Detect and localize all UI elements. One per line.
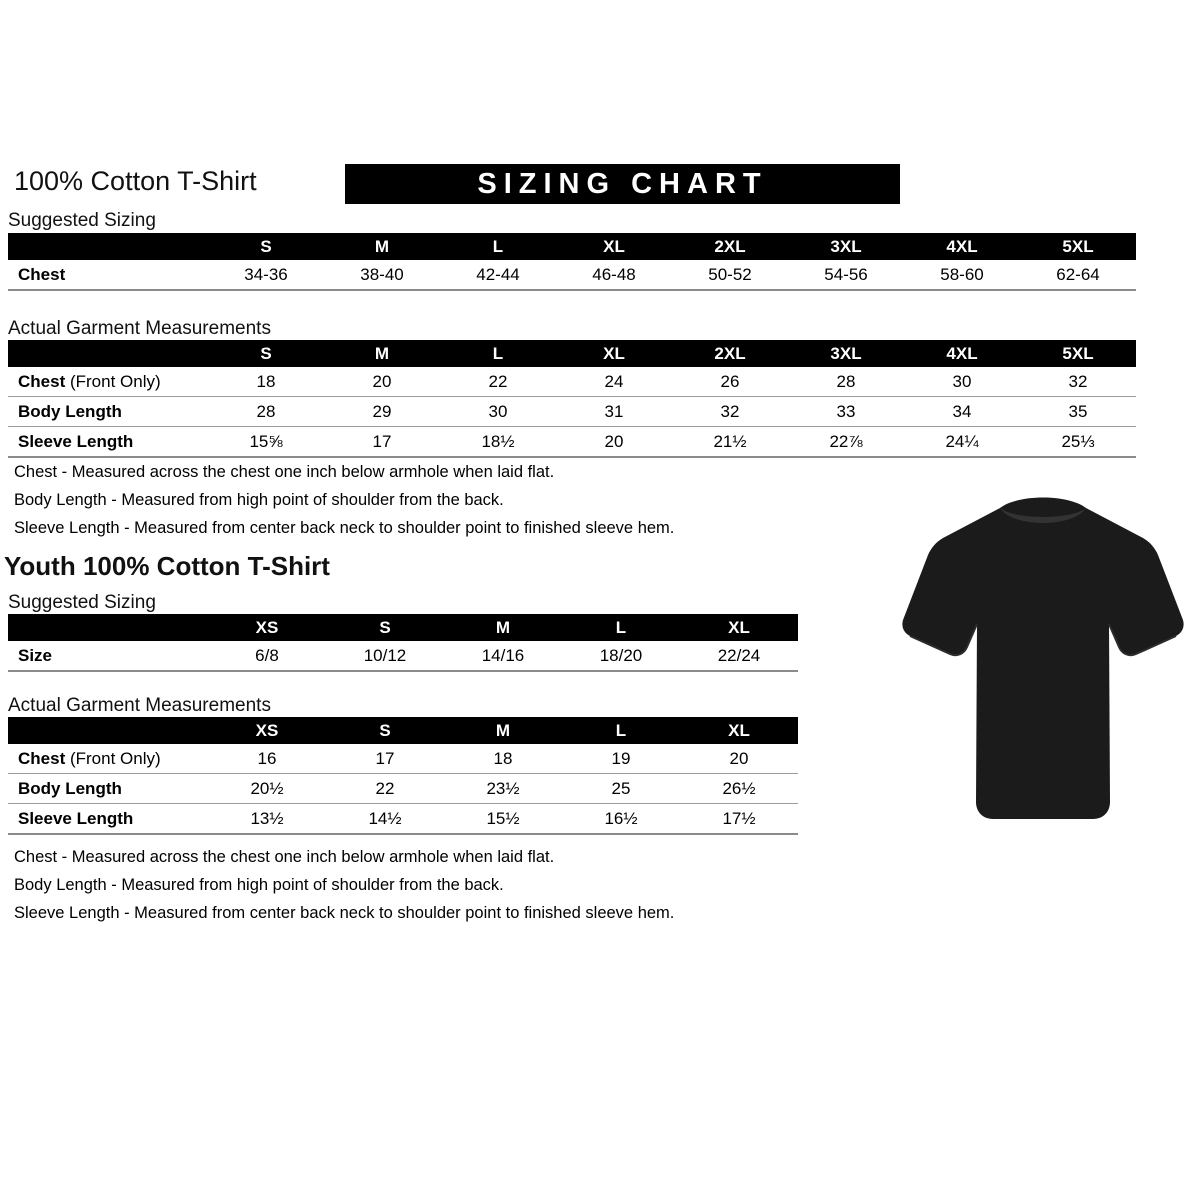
size-cell: 23½ — [444, 774, 562, 804]
size-cell: 30 — [440, 397, 556, 427]
column-header: M — [324, 340, 440, 367]
size-cell: 54-56 — [788, 260, 904, 290]
size-cell: 25 — [562, 774, 680, 804]
row-label-text: Size — [18, 645, 53, 665]
size-cell: 17 — [326, 744, 444, 774]
size-cell: 18/20 — [562, 641, 680, 671]
youth-notes — [14, 843, 674, 927]
size-cell: 31 — [556, 397, 672, 427]
column-header: L — [562, 717, 680, 744]
size-cell: 34-36 — [208, 260, 324, 290]
size-cell: 15⅝ — [208, 427, 324, 458]
size-cell: 10/12 — [326, 641, 444, 671]
table-header-row — [8, 717, 798, 744]
size-cell: 16 — [208, 744, 326, 774]
column-header: XL — [680, 717, 798, 744]
youth-suggested-table — [8, 614, 798, 672]
size-cell: 20 — [556, 427, 672, 458]
column-header: M — [324, 233, 440, 260]
size-cell: 22 — [326, 774, 444, 804]
column-header-blank — [8, 717, 208, 744]
row-label-text: Chest — [18, 748, 66, 768]
sizing-chart-banner: SIZING CHART — [345, 164, 900, 204]
column-header: M — [444, 717, 562, 744]
size-cell: 17 — [324, 427, 440, 458]
column-header: L — [562, 614, 680, 641]
size-cell: 21½ — [672, 427, 788, 458]
size-cell: 30 — [904, 367, 1020, 397]
size-cell: 22/24 — [680, 641, 798, 671]
table-row — [8, 260, 1136, 290]
size-cell: 50-52 — [672, 260, 788, 290]
column-header-blank — [8, 233, 208, 260]
size-cell: 26 — [672, 367, 788, 397]
size-cell: 20½ — [208, 774, 326, 804]
adult-suggested-table — [8, 233, 1136, 291]
row-label-suffix: (Front Only) — [65, 371, 161, 391]
row-label-text: Sleeve Length — [18, 808, 134, 828]
column-header-blank — [8, 340, 208, 367]
size-cell: 26½ — [680, 774, 798, 804]
size-cell: 20 — [680, 744, 798, 774]
size-cell: 28 — [208, 397, 324, 427]
size-cell: 25⅓ — [1020, 427, 1136, 458]
size-cell: 32 — [672, 397, 788, 427]
size-cell: 18 — [444, 744, 562, 774]
size-cell: 18 — [208, 367, 324, 397]
size-cell: 22 — [440, 367, 556, 397]
tshirt-image — [893, 472, 1193, 842]
size-cell: 38-40 — [324, 260, 440, 290]
row-label-suffix: (Front Only) — [65, 748, 161, 768]
adult-actual-table — [8, 340, 1136, 458]
size-cell: 20 — [324, 367, 440, 397]
table-row — [8, 641, 798, 671]
row-label — [8, 774, 208, 804]
size-cell: 14½ — [326, 804, 444, 835]
table-row — [8, 397, 1136, 427]
size-cell: 28 — [788, 367, 904, 397]
youth-actual-measurements-label: Actual Garment Measurements — [8, 695, 271, 716]
column-header: 3XL — [788, 233, 904, 260]
column-header: S — [326, 614, 444, 641]
row-label — [8, 427, 208, 458]
youth-title: Youth 100% Cotton T-Shirt — [4, 551, 330, 581]
column-header: XL — [556, 340, 672, 367]
note-sleeve-length: Sleeve Length - Measured from center back neck to shoulder point to finished sleeve hem. — [14, 519, 675, 537]
row-label-text: Body Length — [18, 401, 122, 421]
column-header: XL — [556, 233, 672, 260]
table-header-row — [8, 614, 798, 641]
size-cell: 24 — [556, 367, 672, 397]
column-header: 3XL — [788, 340, 904, 367]
row-label-text: Sleeve Length — [18, 431, 134, 451]
size-cell: 34 — [904, 397, 1020, 427]
row-label-text: Chest — [18, 371, 66, 391]
size-cell: 17½ — [680, 804, 798, 835]
adult-notes — [14, 458, 674, 542]
size-cell: 42-44 — [440, 260, 556, 290]
row-label — [8, 641, 208, 671]
column-header-blank — [8, 614, 208, 641]
size-cell: 32 — [1020, 367, 1136, 397]
size-cell: 29 — [324, 397, 440, 427]
table-row — [8, 744, 798, 774]
row-label-text: Chest — [18, 264, 66, 284]
size-cell: 24¼ — [904, 427, 1020, 458]
row-label-text: Body Length — [18, 778, 122, 798]
column-header: S — [208, 340, 324, 367]
column-header: M — [444, 614, 562, 641]
adult-suggested-sizing-label: Suggested Sizing — [8, 210, 156, 231]
column-header: L — [440, 340, 556, 367]
note-sleeve-length: Sleeve Length - Measured from center back neck to shoulder point to finished sleeve hem. — [14, 904, 675, 922]
size-cell: 6/8 — [208, 641, 326, 671]
column-header: S — [208, 233, 324, 260]
row-label — [8, 744, 208, 774]
column-header: XL — [680, 614, 798, 641]
table-row — [8, 367, 1136, 397]
column-header: 5XL — [1020, 233, 1136, 260]
note-body-length: Body Length - Measured from high point of shoulder from the back. — [14, 491, 504, 509]
row-label — [8, 367, 208, 397]
column-header: 2XL — [672, 233, 788, 260]
table-row — [8, 427, 1136, 458]
column-header: 4XL — [904, 340, 1020, 367]
size-cell: 19 — [562, 744, 680, 774]
column-header: 2XL — [672, 340, 788, 367]
note-chest: Chest - Measured across the chest one inch below armhole when laid flat. — [14, 848, 555, 866]
note-chest: Chest - Measured across the chest one inch below armhole when laid flat. — [14, 463, 555, 481]
size-cell: 62-64 — [1020, 260, 1136, 290]
youth-actual-table — [8, 717, 798, 835]
table-row — [8, 804, 798, 835]
youth-suggested-sizing-label: Suggested Sizing — [8, 592, 156, 613]
size-cell: 35 — [1020, 397, 1136, 427]
row-label — [8, 397, 208, 427]
size-cell: 15½ — [444, 804, 562, 835]
black-tshirt-icon — [893, 472, 1193, 842]
note-body-length: Body Length - Measured from high point of shoulder from the back. — [14, 876, 504, 894]
row-label — [8, 804, 208, 835]
column-header: XS — [208, 614, 326, 641]
size-cell: 46-48 — [556, 260, 672, 290]
size-cell: 58-60 — [904, 260, 1020, 290]
table-header-row — [8, 233, 1136, 260]
column-header: 4XL — [904, 233, 1020, 260]
column-header: L — [440, 233, 556, 260]
column-header: 5XL — [1020, 340, 1136, 367]
size-cell: 33 — [788, 397, 904, 427]
adult-actual-measurements-label: Actual Garment Measurements — [8, 318, 271, 339]
column-header: XS — [208, 717, 326, 744]
size-cell: 14/16 — [444, 641, 562, 671]
size-cell: 18½ — [440, 427, 556, 458]
row-label — [8, 260, 208, 290]
size-cell: 16½ — [562, 804, 680, 835]
size-cell: 22⅞ — [788, 427, 904, 458]
table-row — [8, 774, 798, 804]
column-header: S — [326, 717, 444, 744]
table-header-row — [8, 340, 1136, 367]
page-title: 100% Cotton T-Shirt — [14, 166, 257, 196]
size-cell: 13½ — [208, 804, 326, 835]
